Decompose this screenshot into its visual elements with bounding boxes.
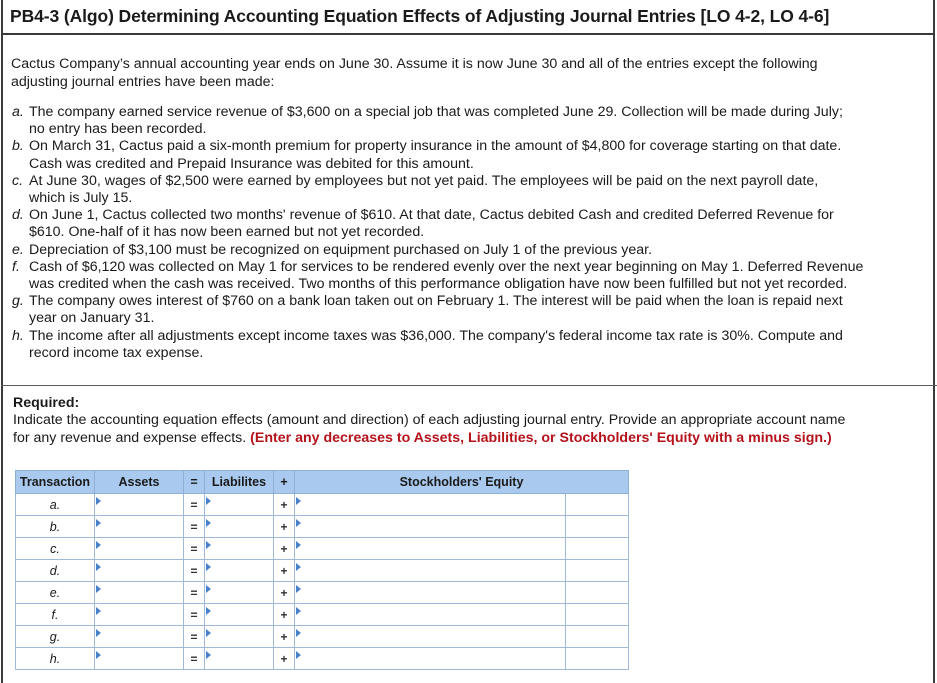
liabilities-cell [205, 538, 274, 560]
input-marker-icon [296, 497, 301, 505]
item-text: record income tax expense. [29, 344, 204, 361]
transaction-label: a. [16, 494, 95, 516]
input-marker-icon [96, 563, 101, 571]
table-row [16, 538, 629, 560]
assets-input[interactable] [95, 561, 183, 580]
transaction-label: e. [16, 582, 95, 604]
liabilities-input[interactable] [205, 583, 273, 602]
table-row [16, 626, 629, 648]
equity-amount-input[interactable] [295, 583, 565, 602]
adjustment-item-b [12, 138, 932, 172]
table-row [16, 516, 629, 538]
assets-input[interactable] [95, 649, 183, 668]
equity-account-input[interactable] [566, 517, 628, 536]
required-line: Indicate the accounting equation effects (amount and direction) of each adjusting journal entry. Provide an appropriate account name [13, 412, 846, 428]
transaction-label: b. [16, 516, 95, 538]
liabilities-cell [205, 582, 274, 604]
equity-account-cell [566, 648, 629, 670]
liabilities-input[interactable] [205, 605, 273, 624]
adjustment-item-a [12, 104, 932, 138]
assets-cell [95, 582, 184, 604]
equity-account-input[interactable] [566, 495, 628, 514]
adjustment-item-g [12, 293, 932, 327]
table-header-row [16, 471, 629, 494]
equals-sign: = [184, 604, 205, 626]
plus-sign: + [274, 560, 295, 582]
assets-input[interactable] [95, 495, 183, 514]
equity-amount-input[interactable] [295, 495, 565, 514]
adjustment-list [12, 104, 932, 362]
assets-cell [95, 516, 184, 538]
item-letter: a. [12, 104, 24, 120]
liabilities-input[interactable] [205, 649, 273, 668]
page-title: PB4-3 (Algo) Determining Accounting Equation Effects of Adjusting Journal Entries [LO 4-2, LO 4-6] [10, 6, 830, 26]
liabilities-input[interactable] [205, 561, 273, 580]
equity-amount-input[interactable] [295, 605, 565, 624]
equals-sign: = [184, 582, 205, 604]
adjustment-item-e [12, 242, 932, 259]
item-text: was credited when the cash was received. Two months of this performance obligation have now been fulfilled but not yet recorded. [29, 276, 848, 293]
equity-amount-input[interactable] [295, 561, 565, 580]
liabilities-cell [205, 648, 274, 670]
input-marker-icon [96, 541, 101, 549]
item-letter: g. [12, 293, 24, 310]
equity-amount-input[interactable] [295, 517, 565, 536]
assets-cell [95, 538, 184, 560]
liabilities-input[interactable] [205, 627, 273, 646]
item-text: Depreciation of $3,100 must be recognized on equipment purchased on July 1 of the previous year. [29, 241, 653, 258]
assets-cell [95, 604, 184, 626]
item-letter: d. [12, 207, 24, 224]
item-text: Cash was credited and Prepaid Insurance was debited for this amount. [29, 155, 474, 172]
input-marker-icon [296, 585, 301, 593]
plus-sign: + [274, 538, 295, 560]
input-marker-icon [206, 541, 211, 549]
intro-line: Cactus Company’s annual accounting year ends on June 30. Assume it is now June 30 and all of the entries except the following [11, 56, 818, 72]
input-marker-icon [96, 651, 101, 659]
equity-account-input[interactable] [566, 605, 628, 624]
equity-account-input[interactable] [566, 583, 628, 602]
adjustment-item-h [12, 328, 932, 362]
item-text: The company owes interest of $760 on a bank loan taken out on February 1. The interest will be paid when the loan is repaid next [29, 293, 843, 310]
input-marker-icon [206, 497, 211, 505]
input-marker-icon [96, 519, 101, 527]
liabilities-input[interactable] [205, 495, 273, 514]
input-marker-icon [296, 541, 301, 549]
equity-amount-input[interactable] [295, 649, 565, 668]
equals-sign: = [184, 560, 205, 582]
liabilities-cell [205, 626, 274, 648]
equity-account-cell [566, 494, 629, 516]
transaction-label: c. [16, 538, 95, 560]
input-marker-icon [296, 607, 301, 615]
equity-amount-cell [295, 582, 566, 604]
required-instructions [13, 412, 928, 447]
assets-input[interactable] [95, 539, 183, 558]
equals-sign: = [184, 538, 205, 560]
input-marker-icon [206, 607, 211, 615]
table-row [16, 604, 629, 626]
intro-line: adjusting journal entries have been made: [11, 73, 275, 90]
assets-cell [95, 648, 184, 670]
liabilities-cell [205, 560, 274, 582]
equity-account-input[interactable] [566, 539, 628, 558]
item-text: The income after all adjustments except income taxes was $36,000. The company's federal income tax rate is 30%. Compute and [29, 327, 843, 344]
item-letter: b. [12, 138, 24, 155]
input-marker-icon [296, 629, 301, 637]
required-emphasis: (Enter any decreases to Assets, Liabilities, or Stockholders' Equity with a minus sign.) [250, 429, 832, 446]
item-letter: e. [12, 241, 24, 258]
equity-amount-cell [295, 648, 566, 670]
section-divider [1, 385, 937, 386]
equity-account-cell [566, 560, 629, 582]
header-equals: = [184, 471, 205, 494]
input-marker-icon [96, 497, 101, 505]
table-row [16, 648, 629, 670]
table-row [16, 494, 629, 516]
title-divider [1, 33, 935, 35]
equity-amount-input[interactable] [295, 539, 565, 558]
input-marker-icon [206, 629, 211, 637]
transaction-label: h. [16, 648, 95, 670]
equals-sign: = [184, 648, 205, 670]
required-line-text: for any revenue and expense effects. [13, 429, 247, 446]
assets-input[interactable] [95, 583, 183, 602]
input-marker-icon [206, 651, 211, 659]
equity-account-input[interactable] [566, 649, 628, 668]
input-marker-icon [206, 585, 211, 593]
liabilities-cell [205, 494, 274, 516]
assets-input[interactable] [95, 627, 183, 646]
equity-account-cell [566, 604, 629, 626]
assets-cell [95, 626, 184, 648]
input-marker-icon [96, 629, 101, 637]
item-letter: h. [12, 327, 24, 344]
plus-sign: + [274, 648, 295, 670]
input-marker-icon [206, 563, 211, 571]
equity-account-cell [566, 582, 629, 604]
adjustment-item-f [12, 259, 932, 293]
item-text: $610. One-half of it has now been earned but not yet recorded. [29, 224, 425, 241]
input-marker-icon [296, 651, 301, 659]
item-text: no entry has been recorded. [29, 121, 207, 138]
input-marker-icon [296, 563, 301, 571]
equity-amount-cell [295, 604, 566, 626]
plus-sign: + [274, 626, 295, 648]
liabilities-input[interactable] [205, 539, 273, 558]
transaction-label: f. [16, 604, 95, 626]
problem-intro [11, 56, 911, 91]
transaction-label: d. [16, 560, 95, 582]
input-marker-icon [206, 519, 211, 527]
input-marker-icon [96, 607, 101, 615]
transaction-label: g. [16, 626, 95, 648]
plus-sign: + [274, 604, 295, 626]
equity-amount-input[interactable] [295, 627, 565, 646]
header-stockholders-equity: Stockholders' Equity [295, 471, 629, 494]
input-marker-icon [296, 519, 301, 527]
table-row [16, 582, 629, 604]
required-heading: Required: [13, 395, 80, 411]
item-letter: f. [12, 258, 20, 275]
equity-account-input[interactable] [566, 627, 628, 646]
plus-sign: + [274, 494, 295, 516]
item-text: Cash of $6,120 was collected on May 1 for services to be rendered evenly over the next year beginning on May 1. Deferred Revenue [29, 258, 864, 275]
equity-account-cell [566, 538, 629, 560]
header-liabilities: Liabilites [205, 471, 274, 494]
plus-sign: + [274, 516, 295, 538]
equity-amount-cell [295, 626, 566, 648]
header-plus: + [274, 471, 295, 494]
equity-amount-cell [295, 560, 566, 582]
equity-amount-cell [295, 494, 566, 516]
item-text: On March 31, Cactus paid a six-month premium for property insurance in the amount of $4,800 for coverage starting on that date. [29, 138, 842, 155]
liabilities-cell [205, 604, 274, 626]
table-row [16, 560, 629, 582]
equity-account-input[interactable] [566, 561, 628, 580]
required-line-2 [13, 430, 928, 448]
header-transaction: Transaction [16, 471, 95, 494]
accounting-equation-table [15, 470, 629, 670]
equals-sign: = [184, 516, 205, 538]
equity-amount-cell [295, 516, 566, 538]
item-text: The company earned service revenue of $3,600 on a special job that was completed June 29. Collection will be made during July; [29, 104, 843, 120]
item-text: which is July 15. [29, 190, 133, 207]
liabilities-input[interactable] [205, 517, 273, 536]
item-text: year on January 31. [29, 310, 155, 327]
item-letter: c. [12, 172, 24, 189]
adjustment-item-d [12, 207, 932, 241]
liabilities-cell [205, 516, 274, 538]
equity-amount-cell [295, 538, 566, 560]
equity-account-cell [566, 626, 629, 648]
adjustment-item-c [12, 173, 932, 207]
plus-sign: + [274, 582, 295, 604]
assets-input[interactable] [95, 605, 183, 624]
input-marker-icon [96, 585, 101, 593]
equals-sign: = [184, 494, 205, 516]
item-text: At June 30, wages of $2,500 were earned by employees but not yet paid. The employees will be paid on the next payroll date, [29, 172, 819, 189]
assets-input[interactable] [95, 517, 183, 536]
item-text: On June 1, Cactus collected two months' revenue of $610. At that date, Cactus debited Cash and credited Deferred Revenue for [29, 207, 834, 224]
equals-sign: = [184, 626, 205, 648]
header-assets: Assets [95, 471, 184, 494]
assets-cell [95, 560, 184, 582]
equity-account-cell [566, 516, 629, 538]
assets-cell [95, 494, 184, 516]
